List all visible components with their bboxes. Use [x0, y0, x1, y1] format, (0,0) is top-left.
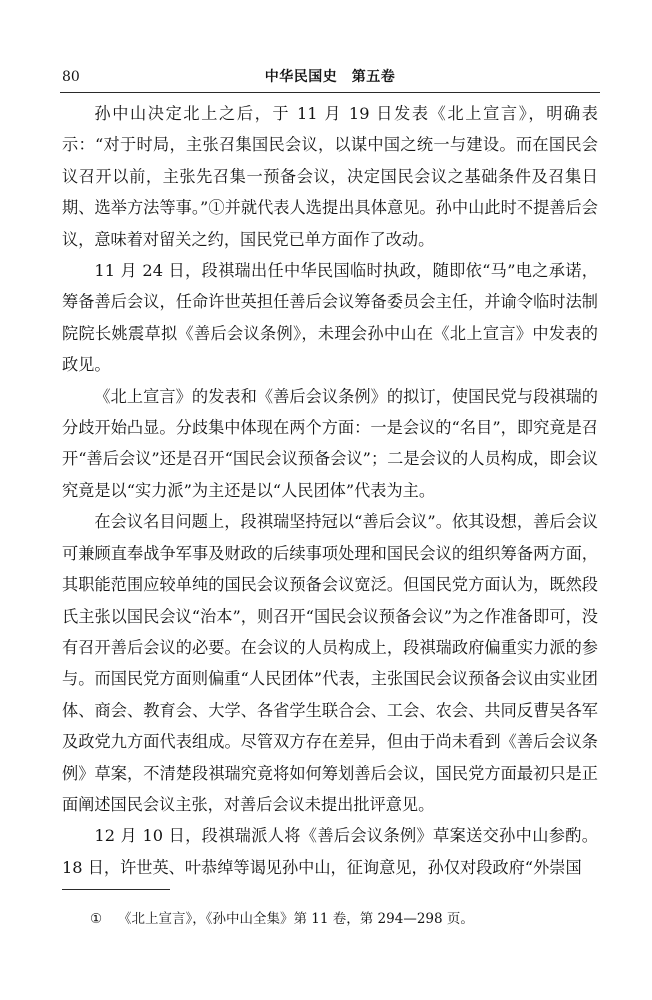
footnote-rule [62, 889, 170, 890]
paragraph: 孙中山决定北上之后，于 11 月 19 日发表《北上宣言》，明确表示：“对于时局，主张召集国民会议，以谋中国之统一与建设。而在国民会议召开以前，主张先召集一预备会议，决定国民会议之基础条件及召集日期、选举方法等事。”①并就代表人选提出具体意见。孙中山此时不提善后会议，意味着对留关之约，国民党已单方面作了改动。 [62, 104, 598, 249]
body-text [62, 98, 598, 883]
paragraph: 12 月 10 日，段祺瑞派人将《善后会议条例》草案送交孙中山参酌。18 日，许世英、叶恭绰等谒见孙中山，征询意见，孙仅对段政府“外崇国 [62, 826, 598, 877]
footnote-text: 《北上宣言》，《孙中山全集》第 11 卷，第 294—298 页。 [118, 911, 474, 927]
footnote [90, 909, 590, 929]
paragraph: 《北上宣言》的发表和《善后会议条例》的拟订，使国民党与段祺瑞的分歧开始凸显。分歧集中体现在两个方面：一是会议的“名目”，即究竟是召开“善后会议”还是召开“国民会议预备会议”；二是会议的人员构成，即会议究竟是以“实力派”为主还是以“人民团体”代表为主。 [62, 386, 598, 500]
paragraph: 在会议名目问题上，段祺瑞坚持冠以“善后会议”。依其设想，善后会议可兼顾直奉战争军事及财政的后续事项处理和国民会议的组织筹备两方面，其职能范围应较单纯的国民会议预备会议宽泛。但国民党方面认为，既然段氏主张以国民会议“治本”，则召开“国民会议预备会议”为之作准备即可，没有召开善后会议的必要。在会议的人员构成上，段祺瑞政府偏重实力派的参与。而国民党方面则偏重“人民团体”代表，主张国民会议预备会议由实业团体、商会、教育会、大学、各省学生联合会、工会、农会、共同反曹吴各军及政党九方面代表组成。尽管双方存在差异，但由于尚未看到《善后会议条例》草案，不清楚段祺瑞究竟将如何筹划善后会议，国民党方面最初只是正面阐述国民会议主张，对善后会议未提出批评意见。 [62, 512, 598, 814]
page-header [60, 66, 600, 90]
paragraph: 11 月 24 日，段祺瑞出任中华民国临时执政，随即依“马”电之承诺，筹备善后会议，任命许世英担任善后会议筹备委员会主任，并谕令临时法制院院长姚震草拟《善后会议条例》，未理会孙中山在《北上宣言》中发表的政见。 [62, 261, 598, 375]
header-rule [60, 92, 600, 93]
running-title: 中华民国史 第五卷 [264, 69, 396, 85]
page-number: 80 [62, 69, 80, 85]
footnote-marker: ① [90, 911, 103, 927]
